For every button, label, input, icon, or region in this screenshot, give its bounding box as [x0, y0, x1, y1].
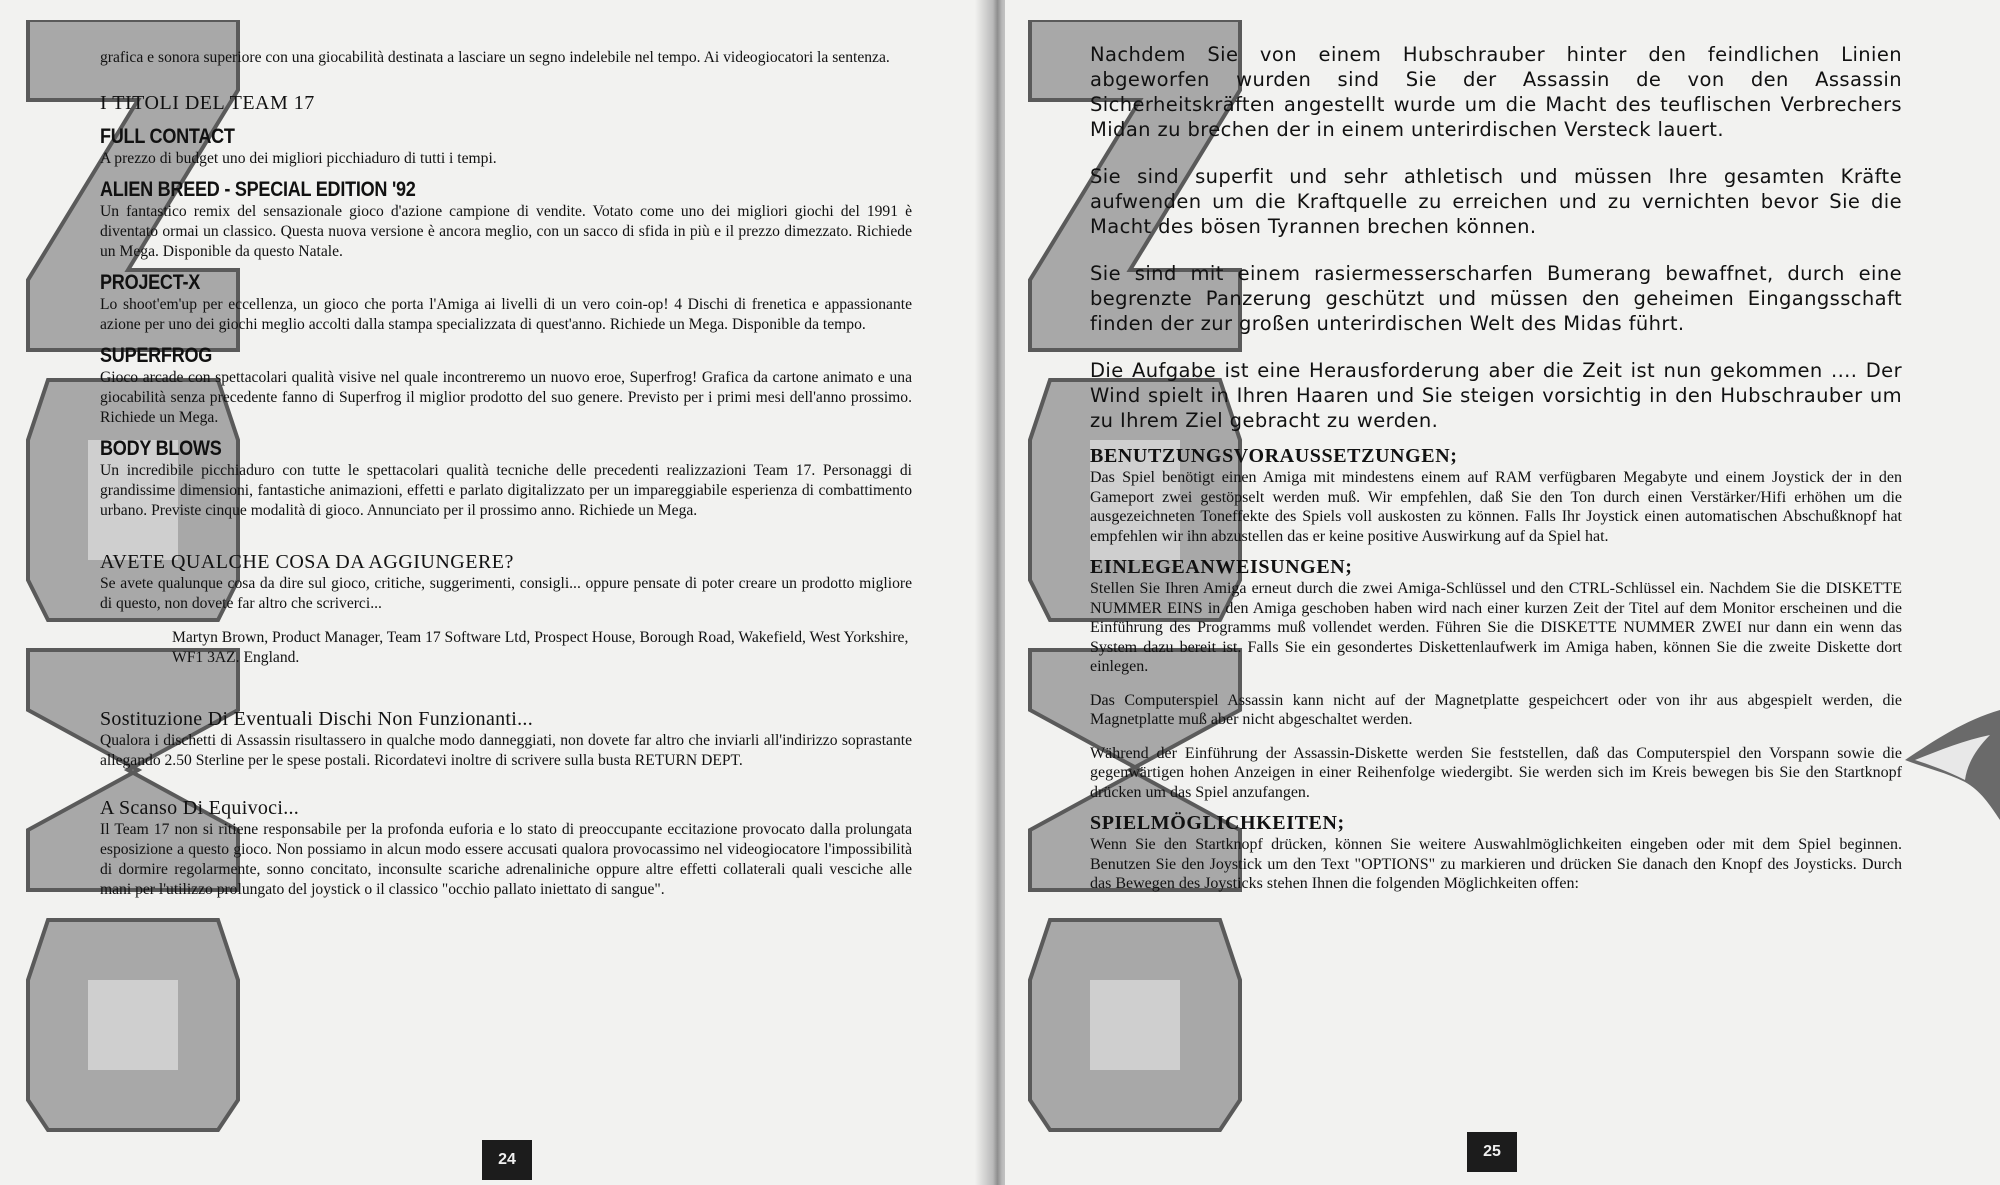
page-number-left: 24 [482, 1140, 532, 1180]
story-paragraph: Sie sind mit einem rasiermesserscharfen Bumerang bewaffnet, durch eine begrenzte Panzerung geschützt und müssen den geheimen Eingangsschaft finden der zur großen unterirdischen Welt des Midas führt. [1090, 262, 1902, 335]
right-page [1005, 0, 2000, 1185]
story-paragraph: Sie sind superfit und sehr athletisch und müssen Ihre gesamten Kräfte aufwenden um die Kraftquelle zu erreichen und zu vernichten bevor Sie die Macht des bösen Tyrannen brechen können. [1090, 165, 1902, 238]
loading-text-intro: Während der Einführung der Assassin-Diskette werden Sie feststellen, daß das Computerspiel den Vorspann sowie die gegenwärtigen hohen Anzeigen in einer Reihenfolge wiedergibt. Sie werden sich im Kreis bewegen bis Sie den Startknopf drücken um das Spiel anzufangen. [1090, 744, 1902, 801]
loading-text: Stellen Sie Ihren Amiga erneut durch die zwei Amiga-Schlüssel und den CTRL-Schlüssel ein. Nachdem Sie die DISKETTE NUMMER EINS in den Amiga geschoben haben wird nach einer kurzen Zeit der Titel auf dem Monitor erscheinen und die Einführung des Programms muß vollendet werden. Führen Sie die DISKETTE NUMMER ZWEI nur dann ein wenn das System dazu bereit ist. Falls Sie ein gesondertes Diskettenlaufwerk im Amiga haben, können Sie die zweite Diskette dort einlegen. [1090, 580, 1902, 675]
left-content [100, 48, 912, 900]
disclaimer-text: Il Team 17 non si ritiene responsabile per la profonda euforia e lo stato di preoccupante eccitazione provocato dalla prolungata esposizione a questo gioco. Non possiamo in alcun modo essere accusati qualora provocassimo nel videogiocatore l'impossibilità di dormire regolarmente, sonno concitato, inconsulte scariche adrenaliniche oppure altre effetti collaterali quali vesciche alle mani per l'utilizzo prolungato del joystick o il classico "occhio pallato iniettato di sangue". [100, 821, 912, 898]
game-entry [100, 178, 912, 262]
shark-fin-icon [1905, 710, 2000, 820]
intro-text: grafica e sonora superiore con una giocabilità destinata a lasciare un segno indelebile nel tempo. Ai videogiocatori la sentenza. [100, 49, 890, 66]
game-title: PROJECT-X [100, 271, 201, 294]
game-title: BODY BLOWS [100, 437, 222, 460]
right-content [1090, 42, 1902, 894]
options-text: Wenn Sie den Startknopf drücken, können Sie weitere Auswahlmöglichkeiten eingeben oder mit dem Spiel beginnen. Benutzen Sie den Joystick um den Text "OPTIONS" zu markieren und drücken Sie danach den Knopf des Joysticks. Durch das Bewegen des Joysticks stehen Ihnen die folgenden Möglichkeiten offen: [1090, 836, 1902, 892]
game-description: Lo shoot'em'up per eccellenza, un gioco che porta l'Amiga ai livelli di un vero coin-op! 4 Dischi di frenetica e appassionante azione per uno dei giochi meglio accolti dalla stampa specializzata di quest'anno. Richiede un Mega. Disponible da tempo. [100, 296, 912, 333]
game-description: Un incredibile picchiaduro con tutte le spettacolari qualità tecniche delle precedenti realizzazioni Team 17. Personaggi di grandissime dimensioni, fantastiche animazioni, effetti e parlato digitalizzato per un impareggiabile esperienza di combattimento urbano. Previste cinque modalità di gioco. Annunciato per il prossimo anno. Richiede un Mega. [100, 462, 912, 519]
add-text: Se avete qualunque cosa da dire sul gioco, critiche, suggerimenti, consigli... oppure pensate di poter creare un prodotto migliore di questo, non dovete far altro che scriverci... [100, 575, 912, 612]
game-description: Gioco arcade con spettacolari qualità visive nel quale incontreremo un nuovo eroe, Superfrog! Grafica da cartone animato e una giocabilità senza precedente fanno di Superfrog il miglior prodotto del suo genere. Previsto per i primi mesi dell'anno prossimo. Richiede un Mega. [100, 369, 912, 426]
game-entry [100, 344, 912, 428]
replace-text: Qualora i dischetti di Assassin risultassero in qualche modo danneggiati, non dovete far altro che inviarli all'indirizzo soprastante allegando 2.50 Sterline per le spese postali. Ricordatevi inoltre di scrivere sulla busta RETURN DEPT. [100, 732, 912, 769]
game-title: SUPERFROG [100, 344, 213, 367]
game-entry [100, 271, 912, 335]
game-description: Un fantastico remix del sensazionale gioco d'azione campione di vendite. Votato come uno dei migliori giochi del 1991 è diventato ormai un classico. Questa nuova versione è ancora meglio, con un sacco di sfida in più e il prezzo dimezzato. Richiede un Mega. Disponible da questo Natale. [100, 203, 912, 260]
add-heading: AVETE QUALCHE COSA DA AGGIUNGERE? [100, 551, 514, 573]
game-entry [100, 125, 912, 169]
game-title: FULL CONTACT [100, 125, 235, 148]
requirements-text: Das Spiel benötigt einen Amiga mit mindestens einem auf RAM verfügbaren Megabyte und einem Joystick der in den Gameport zwei gestöpselt werden muß. Wir empfehlen, daß Sie den Ton durch einen Verstärker/Hifi erhöhen um die ausgezeichneten Toneffekte des Spiels voll auskosten zu können. Falls Ihr Joystick einen automatischen Abschußknopf hat empfehlen wir ihn abzustellen das er keine positive Auswirkung auf da Spiel hat. [1090, 469, 1902, 545]
loading-text-hard-disk: Das Computerspiel Assassin kann nicht auf der Magnetplatte gespeichcert oder von ihr aus abgespielt werden, die Magnetplatte muß aber nicht abgeschaltet werden. [1090, 691, 1902, 728]
titles-heading: I TITOLI DEL TEAM 17 [100, 92, 315, 114]
left-page [0, 0, 990, 1185]
game-description: A prezzo di budget uno dei migliori picchiaduro di tutti i tempi. [100, 150, 497, 167]
story-paragraph: Nachdem Sie von einem Hubschrauber hinter den feindlichen Linien abgeworfen wurden sind Sie der Assassin de von den Assassin Sicherheitskräften angestellt wurde um die Macht des teuflischen Verbrechers Midan zu brechen der in einem unterirdischen Versteck lauert. [1090, 43, 1902, 141]
story-paragraph: Die Aufgabe ist eine Herausforderung aber die Zeit ist nun gekommen .... Der Wind spielt in Ihren Haaren und Sie steigen vorsichtig in den Hubschrauber um zu Ihrem Ziel gebracht zu werden. [1090, 359, 1902, 432]
game-entry [100, 437, 912, 521]
contact-address: Martyn Brown, Product Manager, Team 17 Software Ltd, Prospect House, Borough Road, Wakefield, West Yorkshire, WF1 3AZ. England. [172, 629, 909, 666]
requirements-heading: BENUTZUNGSVORAUSSETZUNGEN; [1090, 445, 1458, 467]
options-heading: SPIELMÖGLICHKEITEN; [1090, 812, 1345, 834]
loading-heading: EINLEGEANWEISUNGEN; [1090, 556, 1353, 578]
disclaimer-heading: A Scanso Di Equivoci... [100, 797, 300, 819]
game-title: ALIEN BREED - SPECIAL EDITION '92 [100, 178, 416, 201]
replace-heading: Sostituzione Di Eventuali Dischi Non Funzionanti... [100, 708, 534, 730]
page-number-right: 25 [1467, 1132, 1517, 1172]
